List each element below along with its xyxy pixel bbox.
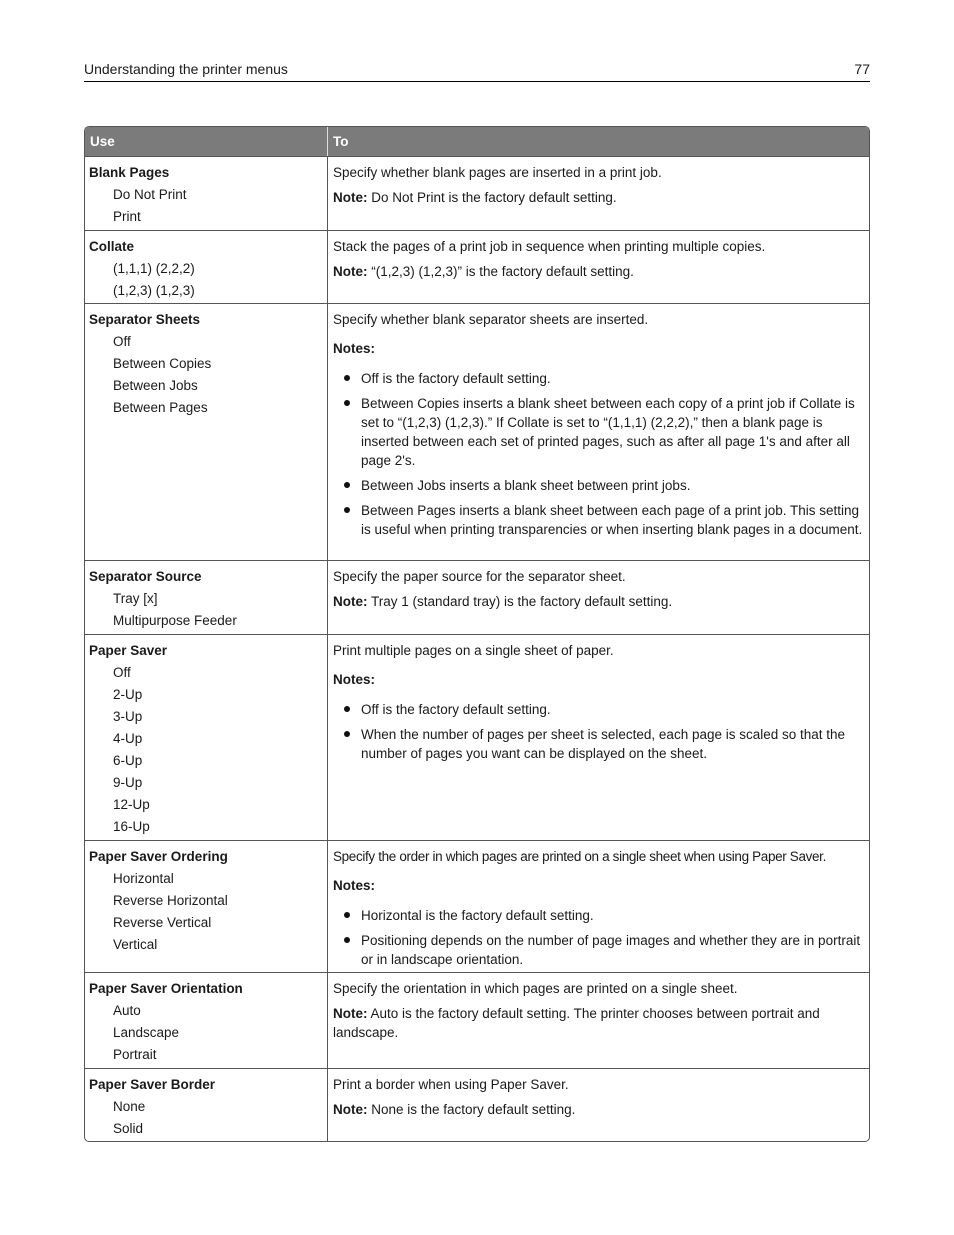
menu-option: 4‑Up (113, 731, 143, 746)
list-item: When the number of pages per sheet is selected, each page is scaled so that the number of pages you want can be displayed on the sheet. (333, 725, 865, 763)
to-cell (328, 973, 869, 1068)
to-cell (328, 635, 869, 840)
menu-option: 3‑Up (113, 709, 143, 724)
list-item: Between Copies inserts a blank sheet between each copy of a print job if Collate is set to “(1,2,3) (1,2,3).” If Collate is set to “(1,1,1) (2,2,2),” then a blank page is inserted between each set of printed pages, such as after all page 1's and after all page 2's. (333, 394, 865, 470)
table-row (85, 840, 869, 972)
menu-option: 12‑Up (113, 797, 150, 812)
note-text: “(1,2,3) (1,2,3)” is the factory default setting. (367, 264, 634, 279)
description: Specify the order in which pages are printed on a single sheet when using Paper Saver. (333, 849, 826, 864)
note-text: Do Not Print is the factory default setting. (367, 190, 617, 205)
note-text: None is the factory default setting. (367, 1102, 576, 1117)
menu-option: Between Jobs (113, 378, 198, 393)
table-row (85, 1068, 869, 1141)
description: Specify the orientation in which pages are printed on a single sheet. (333, 981, 738, 996)
use-cell (85, 973, 328, 1068)
use-cell (85, 561, 328, 634)
page-header (84, 60, 870, 82)
note-text: Tray 1 (standard tray) is the factory default setting. (367, 594, 673, 609)
note (333, 1100, 865, 1119)
note (333, 188, 865, 207)
menu-option: 2‑Up (113, 687, 143, 702)
menu-option: 6‑Up (113, 753, 143, 768)
note-label: Note: (333, 1102, 368, 1117)
description: Stack the pages of a print job in sequence when printing multiple copies. (333, 239, 766, 254)
notes-label: Notes: (333, 341, 376, 356)
menu-option: Between Pages (113, 400, 208, 415)
notes-label: Notes: (333, 672, 376, 687)
table-row (85, 230, 869, 303)
menu-option: Print (113, 209, 141, 224)
to-cell (328, 304, 869, 560)
menu-option: Auto (113, 1003, 141, 1018)
notes-list (333, 369, 865, 539)
description: Print a border when using Paper Saver. (333, 1077, 569, 1092)
note-text: Auto is the factory default setting. The printer chooses between portrait and landscape. (333, 1006, 820, 1040)
list-item: Between Jobs inserts a blank sheet between print jobs. (333, 476, 865, 495)
menu-option: None (113, 1099, 146, 1114)
table-row (85, 156, 869, 230)
notes-list (333, 906, 865, 969)
note-label: Note: (333, 190, 368, 205)
description: Print multiple pages on a single sheet of paper. (333, 643, 614, 658)
menu-option: Vertical (113, 937, 158, 952)
description: Specify the paper source for the separator sheet. (333, 569, 626, 584)
menu-option: Multipurpose Feeder (113, 613, 237, 628)
use-cell (85, 304, 328, 560)
list-item: Positioning depends on the number of page images and whether they are in portrait or in landscape orientation. (333, 931, 865, 969)
list-item: Between Pages inserts a blank sheet between each page of a print job. This setting is useful when printing transparencies or when inserting blank pages in a document. (333, 501, 865, 539)
to-cell (328, 561, 869, 634)
settings-table (84, 126, 870, 1142)
note (333, 1004, 865, 1042)
notes-label: Notes: (333, 878, 376, 893)
menu-option: 9‑Up (113, 775, 143, 790)
menu-item-name: Blank Pages (89, 165, 170, 180)
to-cell (328, 157, 869, 230)
menu-option: Portrait (113, 1047, 157, 1062)
menu-option: (1,1,1) (2,2,2) (113, 261, 195, 276)
menu-option: Reverse Horizontal (113, 893, 228, 908)
menu-option: Tray [x] (113, 591, 158, 606)
list-item: Horizontal is the factory default setting. (333, 906, 865, 925)
table-row (85, 972, 869, 1068)
table-row (85, 560, 869, 634)
to-cell (328, 231, 869, 303)
table-header (85, 127, 869, 156)
menu-option: 16‑Up (113, 819, 150, 834)
menu-option: Between Copies (113, 356, 212, 371)
menu-item-name: Collate (89, 239, 135, 254)
menu-item-name: Separator Source (89, 569, 202, 584)
use-cell (85, 157, 328, 230)
menu-item-name: Paper Saver Orientation (89, 981, 243, 996)
menu-option: Landscape (113, 1025, 180, 1040)
description: Specify whether blank pages are inserted in a print job. (333, 165, 662, 180)
menu-option: (1,2,3) (1,2,3) (113, 283, 195, 298)
menu-option: Off (113, 665, 131, 680)
use-cell (85, 231, 328, 303)
menu-option: Solid (113, 1121, 144, 1136)
note-label: Note: (333, 594, 368, 609)
use-cell (85, 635, 328, 840)
table-row (85, 634, 869, 840)
column-header-use: Use (85, 127, 328, 156)
use-cell (85, 841, 328, 972)
notes-list (333, 700, 865, 763)
menu-option: Reverse Vertical (113, 915, 212, 930)
header-title: Understanding the printer menus (84, 61, 288, 77)
column-header-to: To (333, 134, 349, 149)
menu-item-name: Paper Saver (89, 643, 168, 658)
table-row (85, 303, 869, 560)
page-number: 77 (854, 61, 870, 77)
menu-option: Off (113, 334, 131, 349)
note (333, 262, 865, 281)
menu-option: Horizontal (113, 871, 174, 886)
menu-option: Do Not Print (113, 187, 187, 202)
note-label: Note: (333, 264, 368, 279)
list-item: Off is the factory default setting. (333, 369, 865, 388)
to-cell (328, 1069, 869, 1141)
note-label: Note: (333, 1006, 368, 1021)
menu-item-name: Paper Saver Border (89, 1077, 216, 1092)
menu-item-name: Separator Sheets (89, 312, 201, 327)
description: Specify whether blank separator sheets are inserted. (333, 312, 649, 327)
list-item: Off is the factory default setting. (333, 700, 865, 719)
to-cell (328, 841, 869, 972)
note (333, 592, 865, 611)
menu-item-name: Paper Saver Ordering (89, 849, 228, 864)
use-cell (85, 1069, 328, 1141)
